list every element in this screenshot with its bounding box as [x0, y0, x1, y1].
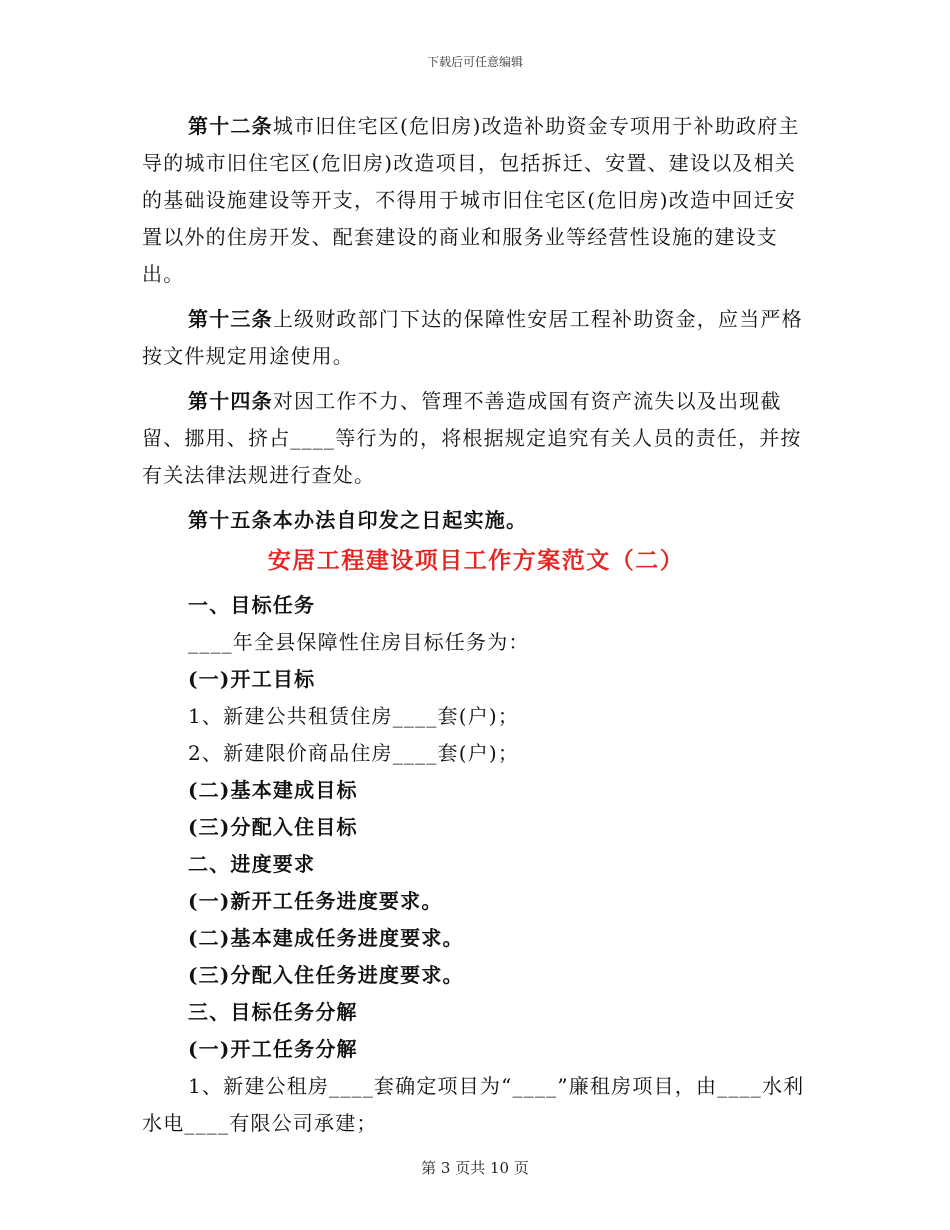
article-14-text: 对因工作不力、管理不善造成国有资产流失以及出现截留、挪用、挤占____等行为的，将根据规定追究有关人员的责任，并按有关法律法规进行查处。	[142, 389, 802, 487]
article-12-lead: 第十二条	[188, 114, 273, 138]
line-start-breakdown: (一)开工任务分解	[188, 1037, 358, 1061]
line-price-limited: 2、新建限价商品住房____套(户)；	[188, 741, 520, 765]
line-completion-progress: (二)基本建成任务进度要求。	[188, 926, 464, 950]
article-12	[142, 108, 810, 293]
line-task-breakdown: 三、目标任务分解	[188, 1000, 358, 1024]
document-body	[142, 108, 810, 1150]
article-15	[142, 502, 810, 539]
line-start-target: (一)开工目标	[188, 667, 316, 691]
final-paragraph: 1、新建公租房____套确定项目为“____”廉租房项目，由____水利水电____有限公司承建；	[142, 1074, 805, 1135]
article-15-lead: 第十五条本办法自印发之日起实施。	[188, 508, 528, 532]
article-14	[142, 383, 810, 494]
line-county-target: ____年全县保障性住房目标任务为：	[188, 630, 530, 654]
article-13-text: 上级财政部门下达的保障性安居工程补助资金，应当严格按文件规定用途使用。	[142, 307, 803, 368]
article-13-lead: 第十三条	[188, 307, 273, 331]
page-footer: 第 3 页共 10 页	[421, 1159, 529, 1177]
article-14-lead: 第十四条	[188, 389, 273, 413]
line-new-start-progress: (一)新开工任务进度要求。	[188, 889, 443, 913]
page-header: 下载后可任意编辑	[426, 55, 523, 69]
section-title: 安居工程建设项目工作方案范文（二）	[267, 547, 685, 574]
line-allocation-progress: (三)分配入住任务进度要求。	[188, 963, 464, 987]
line-goal-tasks: 一、目标任务	[188, 593, 316, 617]
line-public-rental: 1、新建公共租赁住房____套(户)；	[188, 704, 520, 728]
line-basic-completion: (二)基本建成目标	[188, 778, 358, 802]
line-allocation: (三)分配入住目标	[188, 815, 358, 839]
line-progress-req: 二、进度要求	[188, 852, 316, 876]
article-13	[142, 301, 810, 375]
article-12-text: 城市旧住宅区(危旧房)改造补助资金专项用于补助政府主导的城市旧住宅区(危旧房)改造项目，包括拆迁、安置、建设以及相关的基础设施建设等开支，不得用于城市旧住宅区(危旧房)改造中回迁安置以外的住房开发、配套建设的商业和服务业等经营性设施的建设支出。	[142, 114, 800, 286]
